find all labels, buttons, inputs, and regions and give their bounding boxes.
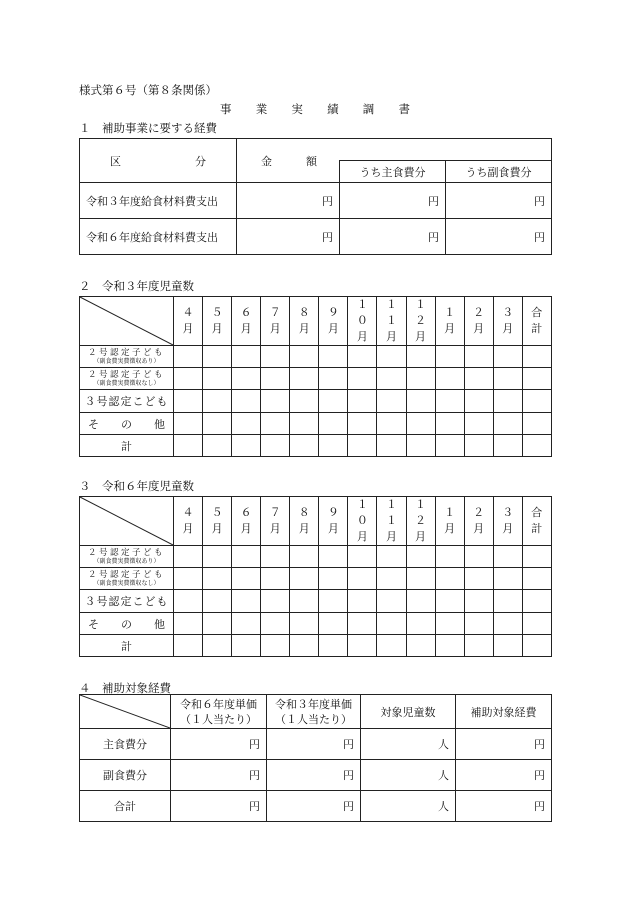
count-cell[interactable] — [290, 635, 319, 657]
month-char: 計 — [531, 522, 543, 535]
row-label-main: ２号認定子ども — [87, 548, 165, 558]
month-char: 月 — [473, 322, 485, 335]
count-cell[interactable] — [290, 613, 319, 635]
count-cell[interactable] — [377, 613, 406, 635]
count-cell[interactable] — [174, 346, 203, 368]
month-header — [377, 297, 406, 346]
month-char: １ — [415, 498, 427, 511]
month-char: ６ — [240, 306, 252, 319]
count-cell[interactable] — [348, 635, 377, 657]
count-cell[interactable] — [261, 635, 290, 657]
month-header — [319, 297, 348, 346]
r6-price-cell[interactable]: 円 — [171, 791, 267, 822]
row-label-char: 他 — [154, 617, 165, 631]
month-char: １ — [444, 306, 456, 319]
row-label-note: （副食費実費徴収なし） — [93, 380, 160, 387]
subsidy-cell[interactable]: 円 — [456, 791, 552, 822]
section2-heading: ２ 令和３年度児童数 — [79, 279, 194, 293]
expense-table — [79, 138, 552, 255]
count-cell[interactable] — [377, 568, 406, 590]
count-cell[interactable] — [522, 568, 551, 590]
month-char: １ — [385, 498, 397, 511]
month-header — [174, 497, 203, 546]
month-header — [406, 297, 435, 346]
diagonal-corner — [80, 297, 174, 346]
kubun-header — [80, 139, 237, 183]
month-header — [522, 297, 551, 346]
count-cell[interactable] — [261, 613, 290, 635]
month-char: ０ — [356, 514, 368, 527]
header-char: 区 — [110, 154, 121, 168]
count-cell[interactable] — [377, 413, 406, 435]
month-header — [319, 497, 348, 546]
subsidy-cell[interactable]: 円 — [456, 760, 552, 791]
header-r3-price — [267, 695, 361, 729]
count-cell[interactable] — [174, 390, 203, 413]
count-cell[interactable] — [203, 635, 232, 657]
count-cell[interactable] — [522, 590, 551, 613]
row-label-char: の — [121, 617, 132, 631]
count-cell[interactable] — [319, 435, 348, 457]
month-char: ５ — [211, 506, 223, 519]
month-header — [232, 297, 261, 346]
month-header — [348, 297, 377, 346]
count-cell[interactable] — [435, 390, 464, 413]
title-char: 績 — [327, 102, 339, 116]
month-char: 月 — [211, 522, 223, 535]
month-char: １ — [385, 314, 397, 327]
month-char: 月 — [298, 522, 310, 535]
month-char: 月 — [444, 322, 456, 335]
main-food-header: うち主食費分 — [340, 161, 446, 183]
children-count-cell[interactable]: 人 — [361, 729, 456, 760]
header-line: （１人当たり） — [180, 712, 257, 726]
header-line: （１人当たり） — [275, 712, 352, 726]
count-cell[interactable] — [319, 635, 348, 657]
count-cell[interactable] — [406, 435, 435, 457]
count-cell[interactable] — [348, 346, 377, 368]
count-cell[interactable] — [377, 546, 406, 568]
count-cell[interactable] — [406, 590, 435, 613]
count-cell[interactable] — [348, 435, 377, 457]
count-cell[interactable] — [493, 435, 522, 457]
diagonal-corner — [80, 497, 174, 546]
row-label-char: そ — [88, 617, 99, 631]
title-char: 業 — [255, 102, 268, 116]
month-header — [290, 297, 319, 346]
count-cell[interactable] — [348, 546, 377, 568]
title-char: 実 — [291, 102, 303, 116]
count-cell[interactable] — [290, 590, 319, 613]
month-char: ５ — [211, 306, 223, 319]
count-cell[interactable] — [493, 635, 522, 657]
count-cell[interactable] — [493, 390, 522, 413]
count-cell[interactable] — [493, 590, 522, 613]
count-cell[interactable] — [290, 390, 319, 413]
count-cell[interactable] — [319, 546, 348, 568]
count-cell[interactable] — [464, 346, 493, 368]
row-label: 計 — [80, 435, 174, 457]
count-cell[interactable] — [203, 368, 232, 390]
count-cell[interactable] — [522, 435, 551, 457]
count-cell[interactable] — [464, 368, 493, 390]
header-r6-price — [171, 695, 267, 729]
count-cell[interactable] — [493, 368, 522, 390]
month-char: 月 — [415, 330, 427, 343]
sub-food-header: うち副食費分 — [446, 161, 552, 183]
month-char: 合 — [531, 506, 543, 519]
row-label-char: の — [121, 417, 132, 431]
month-header — [203, 497, 232, 546]
month-char: 月 — [327, 522, 339, 535]
children-count-grid — [79, 296, 552, 457]
document-title — [220, 101, 410, 117]
month-char: １ — [356, 298, 368, 311]
count-cell[interactable] — [290, 346, 319, 368]
month-header — [522, 497, 551, 546]
month-char: 月 — [182, 522, 194, 535]
count-cell[interactable] — [522, 368, 551, 390]
month-char: ７ — [269, 506, 281, 519]
month-char: １ — [415, 298, 427, 311]
count-cell[interactable] — [406, 546, 435, 568]
count-cell[interactable] — [377, 368, 406, 390]
count-cell[interactable] — [348, 613, 377, 635]
amount-cell[interactable]: 円 — [237, 219, 340, 255]
count-cell[interactable] — [406, 346, 435, 368]
month-char: １ — [385, 514, 397, 527]
month-header — [493, 497, 522, 546]
row-label-main: ２号認定子ども — [87, 348, 165, 358]
count-cell[interactable] — [203, 568, 232, 590]
row-label-note: （副食費実費徴収なし） — [93, 580, 160, 587]
row-label — [80, 413, 174, 435]
count-cell[interactable] — [464, 435, 493, 457]
row-label: 合計 — [80, 791, 171, 822]
month-char: 月 — [473, 522, 485, 535]
count-cell[interactable] — [203, 590, 232, 613]
month-char: 月 — [385, 530, 397, 543]
count-cell[interactable] — [435, 635, 464, 657]
row-label — [80, 568, 174, 590]
count-cell[interactable] — [522, 413, 551, 435]
count-cell[interactable] — [290, 368, 319, 390]
month-char: ４ — [182, 306, 194, 319]
count-cell[interactable] — [232, 435, 261, 457]
month-char: 月 — [415, 530, 427, 543]
count-cell[interactable] — [522, 346, 551, 368]
count-cell[interactable] — [174, 613, 203, 635]
count-cell[interactable] — [522, 635, 551, 657]
count-cell[interactable] — [319, 346, 348, 368]
count-cell[interactable] — [464, 413, 493, 435]
month-char: ４ — [182, 506, 194, 519]
title-char: 調 — [362, 102, 375, 116]
title-char: 事 — [220, 102, 232, 116]
row-label: ３号認定こども — [80, 590, 174, 613]
count-cell[interactable] — [174, 568, 203, 590]
month-char: 合 — [531, 306, 543, 319]
row-label-char: そ — [88, 417, 99, 431]
month-header — [203, 297, 232, 346]
month-char: ２ — [415, 314, 427, 327]
count-cell[interactable] — [319, 368, 348, 390]
row-label: 計 — [80, 635, 174, 657]
count-cell[interactable] — [435, 568, 464, 590]
count-cell[interactable] — [174, 590, 203, 613]
count-cell[interactable] — [406, 568, 435, 590]
row-label-note: （副食費実費徴収あり） — [93, 358, 160, 365]
count-cell[interactable] — [203, 390, 232, 413]
month-header — [406, 497, 435, 546]
count-cell[interactable] — [174, 368, 203, 390]
count-cell[interactable] — [290, 435, 319, 457]
header-char: 金 — [261, 155, 272, 168]
count-cell[interactable] — [435, 590, 464, 613]
row-label-note: （副食費実費徴収あり） — [93, 558, 160, 565]
count-cell[interactable] — [174, 413, 203, 435]
month-char: 月 — [211, 322, 223, 335]
count-cell[interactable] — [493, 346, 522, 368]
section3-heading: ３ 令和６年度児童数 — [79, 479, 194, 493]
count-cell[interactable] — [406, 613, 435, 635]
count-cell[interactable] — [493, 546, 522, 568]
count-cell[interactable] — [522, 613, 551, 635]
sub-food-cell[interactable]: 円 — [446, 219, 552, 255]
month-char: ７ — [269, 306, 281, 319]
count-cell[interactable] — [464, 613, 493, 635]
month-char: ３ — [502, 306, 514, 319]
count-cell[interactable] — [348, 368, 377, 390]
month-char: 月 — [269, 522, 281, 535]
row-label-char: 他 — [154, 417, 165, 431]
count-cell[interactable] — [261, 568, 290, 590]
row-label: 主食費分 — [80, 729, 171, 760]
row-label-main: ２号認定子ども — [87, 370, 165, 380]
month-header — [232, 497, 261, 546]
r3-price-cell[interactable]: 円 — [267, 760, 361, 791]
month-char: 月 — [269, 322, 281, 335]
count-cell[interactable] — [435, 435, 464, 457]
count-cell[interactable] — [522, 546, 551, 568]
count-cell[interactable] — [261, 390, 290, 413]
row-label — [80, 613, 174, 635]
row-label: ３号認定こども — [80, 390, 174, 413]
count-cell[interactable] — [464, 568, 493, 590]
month-header — [348, 497, 377, 546]
month-header — [261, 497, 290, 546]
month-header — [435, 497, 464, 546]
month-char: 月 — [356, 530, 368, 543]
month-header — [464, 297, 493, 346]
month-char: ８ — [298, 506, 310, 519]
count-cell[interactable] — [232, 346, 261, 368]
count-cell[interactable] — [435, 546, 464, 568]
count-cell[interactable] — [377, 346, 406, 368]
count-cell[interactable] — [261, 346, 290, 368]
r6-price-cell[interactable]: 円 — [171, 729, 267, 760]
r3-price-cell[interactable]: 円 — [267, 729, 361, 760]
header-line: 令和３年度単価 — [275, 697, 352, 711]
count-cell[interactable] — [493, 613, 522, 635]
count-cell[interactable] — [406, 635, 435, 657]
count-cell[interactable] — [435, 346, 464, 368]
count-cell[interactable] — [290, 568, 319, 590]
count-cell[interactable] — [464, 546, 493, 568]
count-cell[interactable] — [174, 546, 203, 568]
count-cell[interactable] — [464, 635, 493, 657]
count-cell[interactable] — [435, 368, 464, 390]
count-cell[interactable] — [493, 413, 522, 435]
month-char: 月 — [444, 522, 456, 535]
count-cell[interactable] — [319, 590, 348, 613]
count-cell[interactable] — [261, 368, 290, 390]
count-cell[interactable] — [464, 390, 493, 413]
sub-food-cell[interactable]: 円 — [446, 183, 552, 219]
kingaku-header — [237, 139, 552, 168]
month-char: ２ — [473, 306, 485, 319]
count-cell[interactable] — [232, 368, 261, 390]
month-char: ９ — [327, 306, 339, 319]
count-cell[interactable] — [319, 413, 348, 435]
count-cell[interactable] — [493, 568, 522, 590]
count-cell[interactable] — [203, 613, 232, 635]
form-number: 様式第６号（第８条関係） — [79, 83, 217, 97]
count-cell[interactable] — [319, 568, 348, 590]
count-cell[interactable] — [348, 590, 377, 613]
count-cell[interactable] — [203, 435, 232, 457]
amount-cell[interactable]: 円 — [237, 183, 340, 219]
month-char: 月 — [298, 322, 310, 335]
count-cell[interactable] — [348, 568, 377, 590]
month-char: 月 — [502, 522, 514, 535]
section1-heading: １ 補助事業に要する経費 — [79, 121, 217, 135]
count-cell[interactable] — [232, 413, 261, 435]
month-char: １ — [356, 498, 368, 511]
count-cell[interactable] — [348, 390, 377, 413]
month-char: 月 — [182, 322, 194, 335]
title-char: 書 — [398, 102, 410, 116]
count-cell[interactable] — [377, 590, 406, 613]
count-cell[interactable] — [261, 546, 290, 568]
count-cell[interactable] — [406, 368, 435, 390]
month-char: 月 — [356, 330, 368, 343]
row-label-main: ２号認定子ども — [87, 570, 165, 580]
count-cell[interactable] — [377, 390, 406, 413]
count-cell[interactable] — [261, 590, 290, 613]
subsidy-cell[interactable]: 円 — [456, 729, 552, 760]
header-children-count: 対象児童数 — [361, 695, 456, 729]
count-cell[interactable] — [435, 613, 464, 635]
subsidy-table — [79, 694, 552, 822]
r3-price-cell[interactable]: 円 — [267, 791, 361, 822]
children-count-grid — [79, 496, 552, 657]
children-count-cell[interactable]: 人 — [361, 760, 456, 791]
month-char: 月 — [240, 522, 252, 535]
count-cell[interactable] — [435, 413, 464, 435]
month-char: ８ — [298, 306, 310, 319]
month-header — [290, 497, 319, 546]
month-char: ２ — [473, 506, 485, 519]
count-cell[interactable] — [464, 590, 493, 613]
count-cell[interactable] — [174, 435, 203, 457]
count-cell[interactable] — [174, 635, 203, 657]
r6-price-cell[interactable]: 円 — [171, 760, 267, 791]
month-char: ９ — [327, 506, 339, 519]
row-label — [80, 546, 174, 568]
count-cell[interactable] — [261, 435, 290, 457]
count-cell[interactable] — [203, 413, 232, 435]
main-food-cell[interactable]: 円 — [340, 183, 446, 219]
count-cell[interactable] — [232, 390, 261, 413]
month-char: ２ — [415, 514, 427, 527]
month-header — [493, 297, 522, 346]
count-cell[interactable] — [203, 346, 232, 368]
count-cell[interactable] — [377, 435, 406, 457]
month-header — [435, 297, 464, 346]
month-char: 月 — [385, 330, 397, 343]
main-food-cell[interactable]: 円 — [340, 219, 446, 255]
month-char: 月 — [327, 322, 339, 335]
count-cell[interactable] — [319, 613, 348, 635]
row-label: 副食費分 — [80, 760, 171, 791]
header-char: 額 — [306, 155, 317, 168]
count-cell[interactable] — [522, 390, 551, 413]
month-header — [261, 297, 290, 346]
count-cell[interactable] — [348, 413, 377, 435]
row-label — [80, 346, 174, 368]
row-label — [80, 368, 174, 390]
header-subsidy-expense: 補助対象経費 — [456, 695, 552, 729]
month-char: 月 — [502, 322, 514, 335]
month-header — [464, 497, 493, 546]
month-char: ６ — [240, 506, 252, 519]
header-char: 分 — [195, 154, 206, 168]
month-char: ３ — [502, 506, 514, 519]
month-header — [174, 297, 203, 346]
row-label: 令和３年度給食材料費支出 — [80, 183, 237, 219]
count-cell[interactable] — [232, 613, 261, 635]
count-cell[interactable] — [232, 546, 261, 568]
row-label: 令和６年度給食材料費支出 — [80, 219, 237, 255]
count-cell[interactable] — [232, 635, 261, 657]
count-cell[interactable] — [290, 546, 319, 568]
section4-heading: ４ 補助対象経費 — [79, 681, 171, 695]
month-char: ０ — [356, 314, 368, 327]
diagonal-corner — [80, 695, 171, 729]
count-cell[interactable] — [319, 390, 348, 413]
count-cell[interactable] — [406, 413, 435, 435]
children-count-cell[interactable]: 人 — [361, 791, 456, 822]
header-line: 令和６年度単価 — [180, 697, 257, 711]
count-cell[interactable] — [290, 413, 319, 435]
month-char: １ — [385, 298, 397, 311]
month-char: 月 — [240, 322, 252, 335]
count-cell[interactable] — [232, 568, 261, 590]
month-char: １ — [444, 506, 456, 519]
count-cell[interactable] — [406, 390, 435, 413]
month-char: 計 — [531, 322, 543, 335]
count-cell[interactable] — [203, 546, 232, 568]
count-cell[interactable] — [261, 413, 290, 435]
count-cell[interactable] — [377, 635, 406, 657]
month-header — [377, 497, 406, 546]
count-cell[interactable] — [232, 590, 261, 613]
